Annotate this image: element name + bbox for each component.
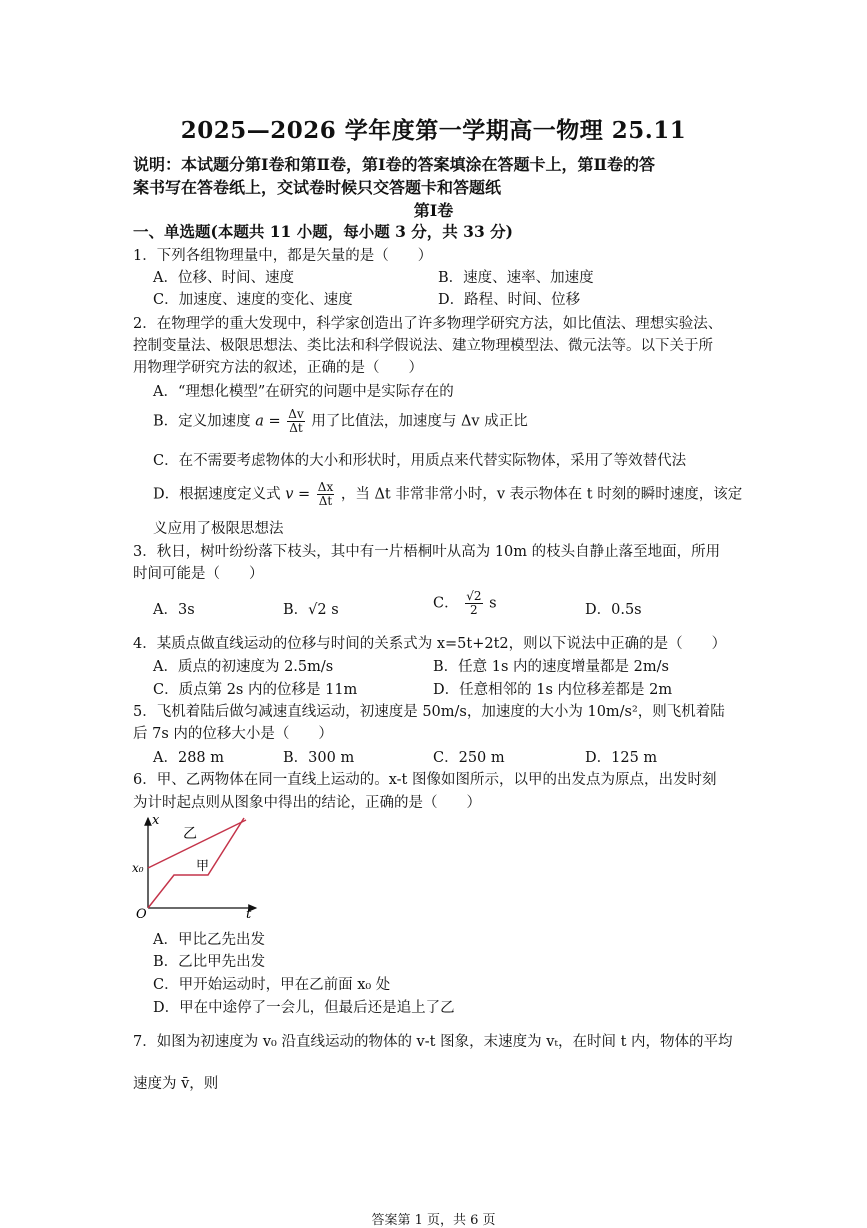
origin-label: O [136, 907, 147, 922]
question-3-option-c-unit: s [489, 595, 497, 612]
question-7-line-1: 7．如图为初速度为 v₀ 沿直线运动的物体的 v-t 图象，末速度为 vₜ，在时间 t 内，物体的平均 [133, 1034, 733, 1050]
question-4-stem: 4．某质点做直线运动的位移与时间的关系式为 x=5t+2t2，则以下说法中正确的是（ ） [133, 636, 727, 652]
question-2-option-b [153, 408, 528, 435]
question-2-option-d-post: ，当 Δt 非常非常小时，v 表示物体在 t 时刻的瞬时速度，该定 [340, 486, 743, 503]
question-3-option-b-label: B． [283, 602, 309, 618]
question-3-option-c-fraction [465, 590, 482, 617]
question-2-option-b-pre: B．定义加速度 [153, 413, 251, 430]
question-4-option-b: B．任意 1s 内的速度增量都是 2m/s [433, 659, 669, 675]
question-2-option-d [153, 481, 742, 508]
x-t-graph [128, 812, 264, 922]
axis-label-x: x [152, 813, 160, 828]
question-6-stem-line-1: 6．甲、乙两物体在同一直线上运动的。x-t 图像如图所示，以甲的出发点为原点，出发时刻 [133, 772, 717, 788]
question-5-option-b: B．300 m [283, 750, 355, 766]
velocity-formula-lhs: v = [285, 486, 311, 503]
question-2-option-b-post: 用了比值法，加速度与 Δv 成正比 [311, 413, 528, 430]
question-6-option-c: C．甲开始运动时，甲在乙前面 x₀ 处 [153, 977, 391, 993]
question-2-option-a: A．“理想化模型”在研究的问题中是实际存在的 [153, 384, 454, 400]
question-1-option-d: D．路程、时间、位移 [438, 292, 581, 308]
acceleration-formula-numerator: Δv [288, 407, 304, 421]
question-6-option-a: A．甲比乙先出发 [153, 932, 265, 948]
question-3-stem-line-1: 3．秋日，树叶纷纷落下枝头，其中有一片梧桐叶从高为 10m 的枝头自静止落至地面，所用 [133, 544, 721, 560]
question-3-option-b-value: √2 s [308, 602, 339, 618]
page-title: 2025—2026 学年度第一学期高一物理 25.11 [180, 117, 687, 144]
question-5-option-a: A．288 m [153, 750, 225, 766]
velocity-formula-numerator: Δx [317, 480, 334, 494]
question-1-option-a: A．位移、时间、速度 [153, 270, 294, 286]
question-6-stem-line-2: 为计时起点则从图象中得出的结论，正确的是（ ） [133, 795, 481, 811]
question-1-option-b: B．速度、速率、加速度 [438, 270, 594, 286]
question-2-stem-line-2: 控制变量法、极限思想法、类比法和科学假说法、建立物理模型法、微元法等。以下关于所 [133, 338, 713, 354]
question-3-option-c-denominator: 2 [470, 603, 478, 617]
question-5-stem-line-2: 后 7s 内的位移大小是（ ） [133, 726, 333, 742]
question-1-option-c: C．加速度、速度的变化、速度 [153, 292, 353, 308]
section-heading: 一、单选题(本题共 11 小题，每小题 3 分，共 33 分) [133, 222, 513, 241]
question-5-option-d: D．125 m [585, 750, 658, 766]
question-3-option-c [433, 590, 497, 617]
instruction-line-2: 案书写在答卷纸上，交试卷时候只交答题卡和答题纸 [133, 178, 502, 197]
volume-heading: 第Ⅰ卷 [413, 201, 454, 220]
question-6-option-b: B．乙比甲先出发 [153, 954, 266, 970]
question-1-stem: 1．下列各组物理量中，都是矢量的是（ ） [133, 248, 433, 264]
axis-label-t: t [246, 907, 252, 922]
question-2-stem-line-3: 用物理学研究方法的叙述，正确的是（ ） [133, 360, 423, 376]
acceleration-formula-lhs: a = [255, 413, 281, 430]
question-2-option-d-continued: 义应用了极限思想法 [153, 521, 284, 537]
question-5-option-c: C．250 m [433, 750, 505, 766]
acceleration-formula-denominator: Δt [289, 421, 303, 435]
question-3-option-c-label: C． [433, 595, 459, 612]
question-4-option-d: D．任意相邻的 1s 内位移差都是 2m [433, 682, 673, 698]
velocity-formula-denominator: Δt [318, 494, 333, 508]
question-5-stem-line-1: 5．飞机着陆后做匀减速直线运动，初速度是 50m/s，加速度的大小为 10m/s²，则飞机着陆 [133, 704, 725, 720]
velocity-formula-fraction [317, 481, 334, 508]
question-2-option-d-pre: D．根据速度定义式 [153, 486, 281, 503]
question-4-option-a: A．质点的初速度为 2.5m/s [153, 659, 334, 675]
question-3-option-b [283, 598, 339, 619]
question-3-option-c-numerator: √2 [466, 589, 482, 603]
question-4-option-c: C．质点第 2s 内的位移是 11m [153, 682, 358, 698]
page-footer: 答案第 1 页，共 6 页 [371, 1213, 496, 1228]
question-2-stem-line-1: 2．在物理学的重大发现中，科学家创造出了许多物理学研究方法，如比值法、理想实验法、 [133, 316, 723, 332]
question-7-line-2: 速度为 v̄，则 [133, 1076, 219, 1092]
question-3-stem-line-2: 时间可能是（ ） [133, 566, 264, 582]
question-3-option-d: D．0.5s [585, 602, 642, 618]
question-2-option-c: C．在不需要考虑物体的大小和形状时，用质点来代替实际物体，采用了等效替代法 [153, 453, 687, 469]
intercept-label: x₀ [132, 861, 144, 875]
question-3-option-a: A．3s [153, 602, 195, 618]
acceleration-formula-fraction [287, 408, 304, 435]
label-jia: 甲 [196, 859, 210, 874]
question-6-option-d: D．甲在中途停了一会儿，但最后还是追上了乙 [153, 1000, 455, 1016]
label-yi: 乙 [183, 826, 197, 842]
instruction-line-1: 说明：本试题分第Ⅰ卷和第Ⅱ卷，第Ⅰ卷的答案填涂在答题卡上，第Ⅱ卷的答 [133, 155, 655, 174]
